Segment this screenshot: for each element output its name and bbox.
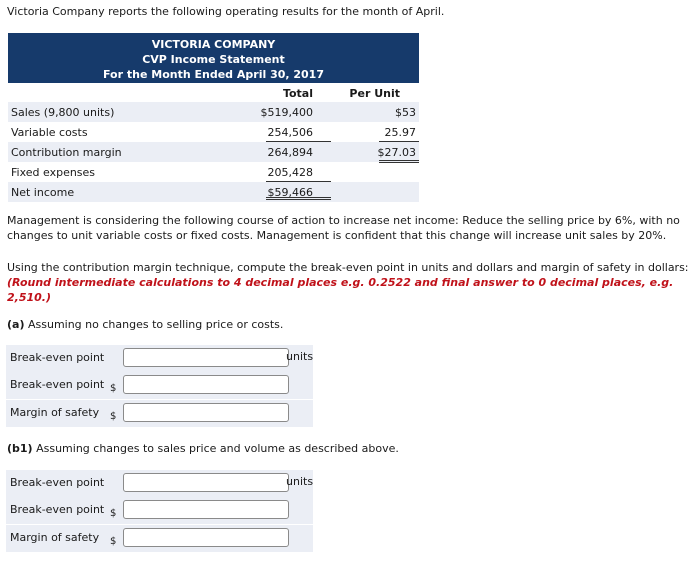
- statement-column-header-row: [8, 83, 419, 103]
- answer-label: Break-even point: [10, 476, 105, 489]
- unit-label: units: [286, 475, 314, 488]
- unit-label: units: [286, 350, 314, 363]
- double-underline-total: [266, 197, 331, 200]
- instruction-text: Using the contribution margin technique, compute the break-even point in units and dollars and margin of safety in dollars:: [7, 261, 689, 274]
- scenario-paragraph: Management is considering the following course of action to increase net income: Reduce the selling price by 6%, with no changes to unit variable costs or fixed costs. Management is confident that this change will increase unit sales by 20%.: [7, 214, 680, 242]
- answer-label: Break-even point: [10, 378, 105, 391]
- row-label: Fixed expenses: [11, 166, 96, 179]
- row-label: Net income: [11, 186, 75, 199]
- part-b1-row-margin-of-safety: [6, 525, 313, 552]
- row-total: 205,428: [267, 166, 313, 179]
- statement-row-sales: [8, 102, 419, 122]
- column-header-per-unit: Per Unit: [349, 87, 400, 100]
- statement-period: For the Month Ended April 30, 2017: [102, 68, 324, 81]
- row-label: Variable costs: [11, 126, 88, 139]
- statement-row-variable-costs: [8, 122, 419, 142]
- row-total: $59,466: [267, 186, 313, 199]
- statement-row-contribution-margin: [8, 142, 419, 162]
- statement-name: CVP Income Statement: [142, 53, 285, 66]
- break-even-units-input-a[interactable]: [123, 348, 289, 367]
- row-total: $519,400: [260, 106, 313, 119]
- row-per-unit: $27.03: [377, 146, 416, 159]
- row-per-unit: 25.97: [384, 126, 416, 139]
- row-label: Sales (9,800 units): [11, 106, 115, 119]
- instruction-paragraph: [7, 260, 695, 305]
- margin-of-safety-input-a[interactable]: [123, 403, 289, 422]
- part-a-row-break-even-dollars: [6, 372, 313, 399]
- part-a-heading: [7, 318, 283, 331]
- statement-company: VICTORIA COMPANY: [151, 38, 276, 51]
- margin-of-safety-input-b1[interactable]: [123, 528, 289, 547]
- row-total: 254,506: [267, 126, 313, 139]
- dollar-sign: $: [110, 383, 117, 394]
- answer-label: Margin of safety: [10, 531, 100, 544]
- part-a-text: Assuming no changes to selling price or costs.: [27, 318, 284, 331]
- statement-row-net-income: [8, 182, 419, 202]
- intro-text: Victoria Company reports the following operating results for the month of April.: [7, 5, 445, 18]
- dollar-sign: $: [110, 411, 117, 422]
- row-per-unit: $53: [395, 106, 416, 119]
- column-header-total: Total: [282, 87, 313, 100]
- break-even-dollars-input-a[interactable]: [123, 375, 289, 394]
- answer-label: Break-even point: [10, 503, 105, 516]
- dollar-sign: $: [110, 536, 117, 547]
- dollar-sign: $: [110, 508, 117, 519]
- part-b1-heading: [7, 442, 399, 455]
- part-a-tag: (a): [7, 318, 25, 331]
- part-a-row-break-even-units: [6, 345, 313, 372]
- row-total: 264,894: [267, 146, 313, 159]
- statement-header: [8, 33, 419, 83]
- answer-label: Break-even point: [10, 351, 105, 364]
- statement-row-fixed-expenses: [8, 162, 419, 182]
- part-b1-text: Assuming changes to sales price and volume as described above.: [36, 442, 399, 455]
- break-even-dollars-input-b1[interactable]: [123, 500, 289, 519]
- break-even-units-input-b1[interactable]: [123, 473, 289, 492]
- row-label: Contribution margin: [11, 146, 122, 159]
- part-a-row-margin-of-safety: [6, 400, 313, 427]
- part-b1-tag: (b1): [7, 442, 33, 455]
- part-b1-row-break-even-units: [6, 470, 313, 497]
- answer-label: Margin of safety: [10, 406, 100, 419]
- rounding-note: (Round intermediate calculations to 4 decimal places e.g. 0.2522 and final answer to 0 decimal places, e.g. 2,510.): [7, 276, 674, 304]
- part-b1-row-break-even-dollars: [6, 497, 313, 524]
